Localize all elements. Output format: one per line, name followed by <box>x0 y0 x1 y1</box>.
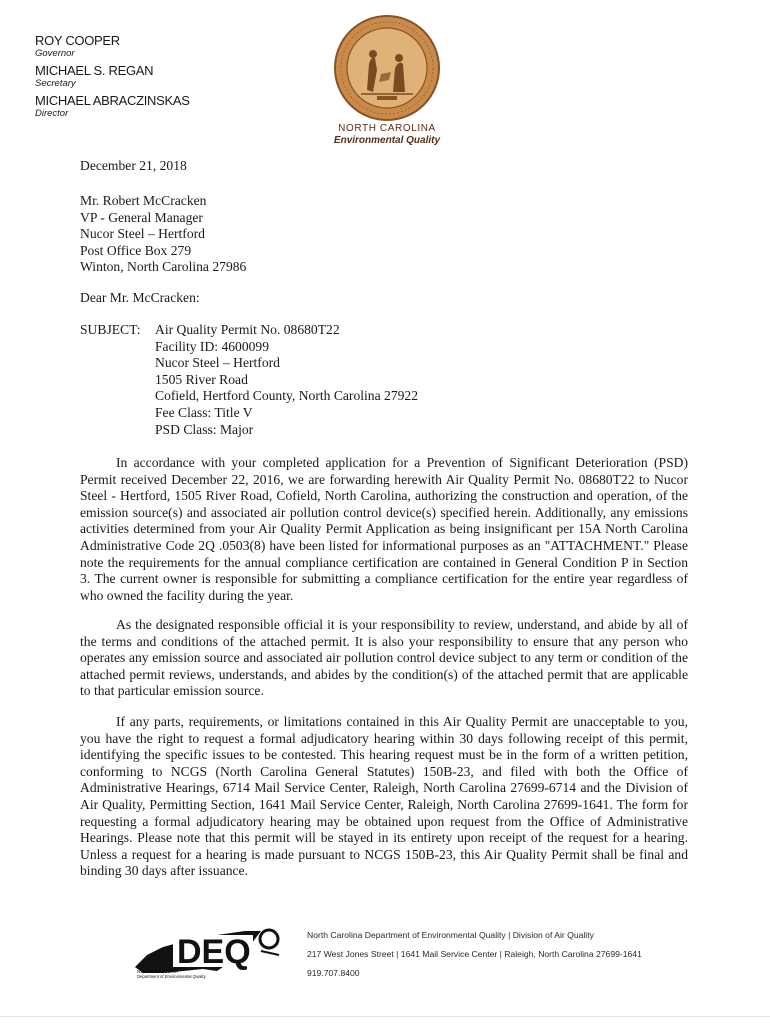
subject-line: Cofield, Hertford County, North Carolina 27922 <box>155 388 419 404</box>
address-line: Nucor Steel – Hertford <box>80 226 205 242</box>
address-line: Winton, North Carolina 27986 <box>80 259 247 275</box>
footer-line-phone: 919.707.8400 <box>307 968 360 978</box>
subject-line: Air Quality Permit No. 08680T22 <box>155 322 340 337</box>
body-paragraph-2: As the designated responsible official it is your responsibility to review, understand, and abide by all of the terms and conditions of the attached permit. It is also your responsibility to ensure that any person who operates any emission source and associated air pollution control device subject to any term or condition of the attached permit reviews, understands, and abides by the condition(s) of the attached permit that are applicable to that particular emission source. <box>80 617 688 699</box>
subject-line: Facility ID: 4600099 <box>155 338 270 354</box>
official-name: ROY COOPER <box>35 33 120 48</box>
agency-department: Environmental Quality <box>333 135 441 146</box>
official-governor <box>35 33 190 59</box>
page-bottom-edge <box>0 1016 770 1017</box>
state-seal-icon <box>333 14 441 122</box>
subject-line: 1505 River Road <box>155 371 248 387</box>
footer-contact <box>307 926 642 983</box>
footer-line-agency: North Carolina Department of Environmental Quality | Division of Air Quality <box>307 930 594 940</box>
logo-text: DEQ <box>177 933 251 971</box>
agency-state: NORTH CAROLINA <box>338 123 436 134</box>
official-name: MICHAEL S. REGAN <box>35 63 154 78</box>
subject-label: SUBJECT: <box>80 322 141 337</box>
subject-line: Fee Class: Title V <box>155 404 253 420</box>
recipient-address <box>80 193 692 276</box>
official-name: MICHAEL ABRACZINSKAS <box>35 93 190 108</box>
deq-logo-icon <box>133 917 285 979</box>
official-title: Director <box>35 108 69 119</box>
logo-caption-state: NORTH CAROLINA <box>137 969 179 974</box>
subject-line: PSD Class: Major <box>155 421 254 437</box>
footer-line-address: 217 West Jones Street | 1641 Mail Service Center | Raleigh, North Carolina 27699-1641 <box>307 949 642 959</box>
logo-caption-department: Department of Environmental Quality <box>137 974 206 979</box>
official-secretary <box>35 63 190 89</box>
subject-line: Nucor Steel – Hertford <box>155 355 280 371</box>
subject-details <box>155 322 418 438</box>
body-paragraph-3: If any parts, requirements, or limitations contained in this Air Quality Permit are unacceptable to you, you have the right to request a formal adjudicatory hearing within 30 days following receipt of this permit, identifying the specific issues to be contested. This hearing request must be in the form of a written petition, conforming to NCGS (North Carolina General Statutes) 150B-23, and filed with both the Office of Administrative Hearings, 6714 Mail Service Center, Raleigh, North Carolina 27699-6714 and the Division of Air Quality, Permitting Section, 1641 Mail Service Center, Raleigh, North Carolina 27699-1641. The form for requesting a formal adjudicatory hearing may be obtained upon request from the Office of Administrative Hearings. Please note that this permit will be stayed in its entirety upon receipt of the request for a hearing. Unless a request for a hearing is made pursuant to NCGS 150B-23, this Air Quality Permit shall be final and binding 30 days after issuance. <box>80 714 688 879</box>
officials-block <box>35 33 190 123</box>
official-title: Secretary <box>35 78 76 89</box>
official-title: Governor <box>35 48 75 59</box>
address-line: VP - General Manager <box>80 209 203 225</box>
agency-name-block <box>300 123 474 147</box>
letter-date: December 21, 2018 <box>80 158 187 173</box>
salutation: Dear Mr. McCracken: <box>80 290 200 305</box>
body-paragraph-1: In accordance with your completed application for a Prevention of Significant Deterioration (PSD) Permit received December 22, 2016, we are forwarding herewith Air Quality Permit No. 08680T22 to Nucor Steel - Hertford, 1505 River Road, Cofield, North Carolina, authorizing the construction and operation, of the emission source(s) and associated air pollution control device(s) specified herein. Additionally, any emissions activities determined from your Air Quality Permit Application as being insignificant per 15A North Carolina Administrative Code 2Q .0503(8) have been listed for informational purposes as an "ATTACHMENT." Please note the requirements for the annual compliance certification are contained in General Condition P in Section 3. The current owner is responsible for submitting a compliance certification for the entire year regardless of who owned the facility during the year. <box>80 455 688 603</box>
subject-block <box>80 322 418 438</box>
address-line: Post Office Box 279 <box>80 242 192 258</box>
address-line: Mr. Robert McCracken <box>80 193 207 208</box>
official-director <box>35 93 190 119</box>
